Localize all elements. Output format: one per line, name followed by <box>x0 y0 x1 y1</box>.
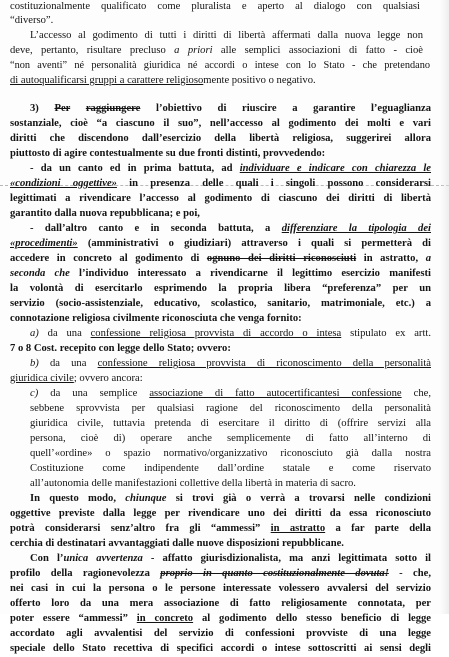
underlined-text: di autoqualificarsi gruppi a carattere religioso <box>10 75 204 86</box>
point-number: 3) <box>30 103 39 114</box>
text-line <box>10 342 231 357</box>
underlined-text: in astratto <box>270 523 326 534</box>
emphasis-text: unica avvertenza <box>63 553 143 564</box>
text-line <box>10 0 420 15</box>
underlined-text: associazione di fatto autocertificantesi confessione <box>149 388 402 399</box>
text-line <box>10 117 431 132</box>
text-line <box>10 642 431 657</box>
text-span: l’individuo interessato a rivendicarne il legittimo esercizio manifesti <box>69 268 431 279</box>
text-span: giuridica civile, tuttavia pretenda di esercitare il diritto di (offrire servizi alla <box>30 418 431 429</box>
text-line <box>10 582 431 597</box>
text-line <box>10 177 431 192</box>
text-span: all’autonomia delle manifestazioni collettive della libertà in materia di sacro. <box>30 478 356 489</box>
underlined-text: in concreto <box>136 613 194 624</box>
text-line <box>30 432 431 447</box>
emphasis-text: a <box>425 253 431 264</box>
text-span: si trovi già o verrà a trovarsi nelle condizioni <box>166 493 431 504</box>
emphasis-text: seconda che <box>10 268 70 279</box>
emphasis-text: «condizioni oggettive» <box>10 178 117 189</box>
text-line <box>10 237 431 252</box>
emphasis-text: differenziare la tipologia dei <box>281 223 431 234</box>
text-span: connotazione religiosa civilmente riconosciuta che venga fornito: <box>10 313 302 324</box>
text-line <box>10 297 431 312</box>
underlined-text: confessione religiosa provvista di riconoscimento della personalità <box>97 358 431 369</box>
text-line <box>10 147 325 162</box>
text-line <box>10 74 316 89</box>
text-span: “non aventi” né personalità giuridica né accordi o intese con lo Stato - che pretendano <box>10 60 430 71</box>
text-span: che, <box>401 388 431 399</box>
text-line <box>10 207 200 222</box>
text-span: Con l’ <box>30 553 64 564</box>
text-line <box>10 312 302 327</box>
text-span: in presenza delle quali i singoli possono considerarsi <box>116 178 431 189</box>
text-span: speciale dello Stato recettiva di specifici accordi o intese sottoscritti ai sensi degli <box>10 643 431 654</box>
text-line <box>10 44 423 59</box>
emphasis-text: «procedimenti» <box>10 238 78 249</box>
text-line <box>10 252 431 267</box>
text-span: L’accesso al godimento di tutti i diritti di libertà affermati dalla nuova legge non <box>30 30 423 41</box>
text-span: stipulato ex artt. <box>341 328 431 339</box>
text-span: “diverso”. <box>10 15 54 26</box>
text-line <box>10 627 431 642</box>
text-line <box>10 597 431 612</box>
text-line <box>10 14 53 29</box>
text-line <box>10 537 344 552</box>
text-span: da una <box>38 358 98 369</box>
text-span: garantito dalla nuova repubblicana; e poi, <box>10 208 200 219</box>
text-line <box>10 267 431 282</box>
text-line <box>30 402 431 417</box>
text-span: - che, <box>388 568 431 579</box>
text-span: piuttosto di agire contestualmente su due fronti distinti, provvedendo: <box>10 148 326 159</box>
text-span: servizio (socio-assistenziale, educativo, scolastico, sanitario, matrimoniale, etc.) a <box>10 298 431 309</box>
text-span: alle semplici associazioni di fatto - cioè <box>212 45 424 56</box>
text-span: da una <box>38 328 91 339</box>
list-item-b <box>30 357 431 372</box>
text-span: cerchia di destinatari avvantaggiati dalle nuove disposizioni repubblicane. <box>10 538 344 549</box>
struck-text: Per <box>54 103 71 114</box>
text-line <box>10 522 431 537</box>
emphasis-text: a priori <box>174 45 213 56</box>
text-span: sostanziale, cioè “a ciascuno il suo”, nell’accesso al godimento dei molti e vari <box>10 118 431 129</box>
text-line <box>30 552 431 567</box>
text-span: a far parte della <box>325 523 431 534</box>
emphasis-text: chiunque <box>125 493 167 504</box>
text-line <box>10 192 431 207</box>
underlined-text: giuridica civile <box>10 373 74 384</box>
text-span: (amministrativi o giudiziari) attraverso i quali si permetterà di <box>77 238 431 249</box>
emphasis-text: individuare e indicare con chiarezza le <box>239 163 431 174</box>
scan-edge-shading <box>440 0 449 614</box>
item-letter: c) <box>30 388 39 399</box>
text-span: nei casi in cui la persona o le persone interessate volessero avvalersi del servizio <box>10 583 431 594</box>
text-line <box>30 447 431 462</box>
text-span: costituzionalmente qualificato come pluralista e aperto al dialogo con qualsiasi <box>10 1 420 12</box>
underlined-text: confessione religiosa provvista di accordo o intesa <box>90 328 342 339</box>
text-span: profilo della ragionevolezza <box>10 568 161 579</box>
struck-text: proprio in quanto costituzionalmente dovuta! <box>160 568 389 579</box>
text-line <box>30 462 431 477</box>
item-letter: b) <box>30 358 39 369</box>
text-span: Cost. recepito con legge dello Stato; ovvero: <box>31 343 231 354</box>
struck-text: ognuno dei diritti riconosciuti <box>206 253 357 264</box>
text-span: l’obiettivo di riuscire a garantire l’eguaglianza <box>140 103 431 114</box>
text-span: accedere in concreto al godimento di <box>10 253 207 264</box>
text-span: oggettive previste dalla legge per rivendicare uno dei diritti da essa riconosciuto <box>10 508 431 519</box>
text-span: poter essere “ammessi” <box>10 613 137 624</box>
text-span: diritti che discendono dall’esercizio della libertà religiosa, suggerirei allora <box>10 133 431 144</box>
text-line <box>30 162 431 177</box>
text-span: deve, pertanto, risultare precluso <box>10 45 175 56</box>
text-span: quell’«ordine» o spazio normativo/organizzativo riconosciuto già dalla nostra <box>30 448 431 459</box>
text-line <box>30 29 423 44</box>
text-span: in astratto, <box>356 253 426 264</box>
text-line <box>10 612 431 627</box>
text-span: la volontà di esercitarlo esprimendo la propria libera “preferenza” per un <box>10 283 431 294</box>
text-line <box>30 417 431 432</box>
text-span: accordato agli avvalentisi del servizio di confessioni provviste di una legge <box>10 628 431 639</box>
text-span: legittimati a rivendicare l’accesso al godimento di ciascuno dei diritti di libertà <box>10 193 431 204</box>
text-line <box>30 477 356 492</box>
text-line <box>10 59 430 74</box>
text-span: persona, cioè di) operare anche semplicemente di fatto all’interno di <box>30 433 431 444</box>
text-span: 7 o 8 <box>10 343 32 354</box>
text-span: In questo modo, <box>30 493 126 504</box>
text-span: da una semplice <box>38 388 150 399</box>
text-line <box>30 102 431 117</box>
struck-text: raggiungere <box>85 103 141 114</box>
item-letter: a) <box>30 328 39 339</box>
text-span: potrà considerarsi senz’altro fra gli “ammessi” <box>10 523 271 534</box>
text-span: sebbene sprovvista per qualsiasi ragione del riconoscimento della personalità <box>30 403 431 414</box>
text-span: ; ovvero ancora: <box>73 373 143 384</box>
text-line <box>30 492 431 507</box>
text-span: Costituzione come indipendente dall’ordine statale e come riservato <box>30 463 431 474</box>
text-span: offerto loro da una mera associazione di fatto religiosamente connotata, per <box>10 598 431 609</box>
text-span: al godimento dello stesso beneficio di legge <box>193 613 432 624</box>
text-line <box>10 372 143 387</box>
text-span: - affatto giurisdizionalista, ma anzi legittimata sotto il <box>142 553 432 564</box>
list-item-c <box>30 387 431 402</box>
text-line <box>10 282 431 297</box>
text-line <box>10 132 431 147</box>
text-line <box>10 507 431 522</box>
text-span: mente positivo o negativo. <box>203 75 316 86</box>
list-item-a <box>30 327 431 342</box>
text-span: - da un canto ed in prima battuta, ad <box>30 163 240 174</box>
text-line <box>30 222 431 237</box>
text-span: - dall’altro canto e in seconda battuta, a <box>30 223 282 234</box>
text-line <box>10 567 431 582</box>
